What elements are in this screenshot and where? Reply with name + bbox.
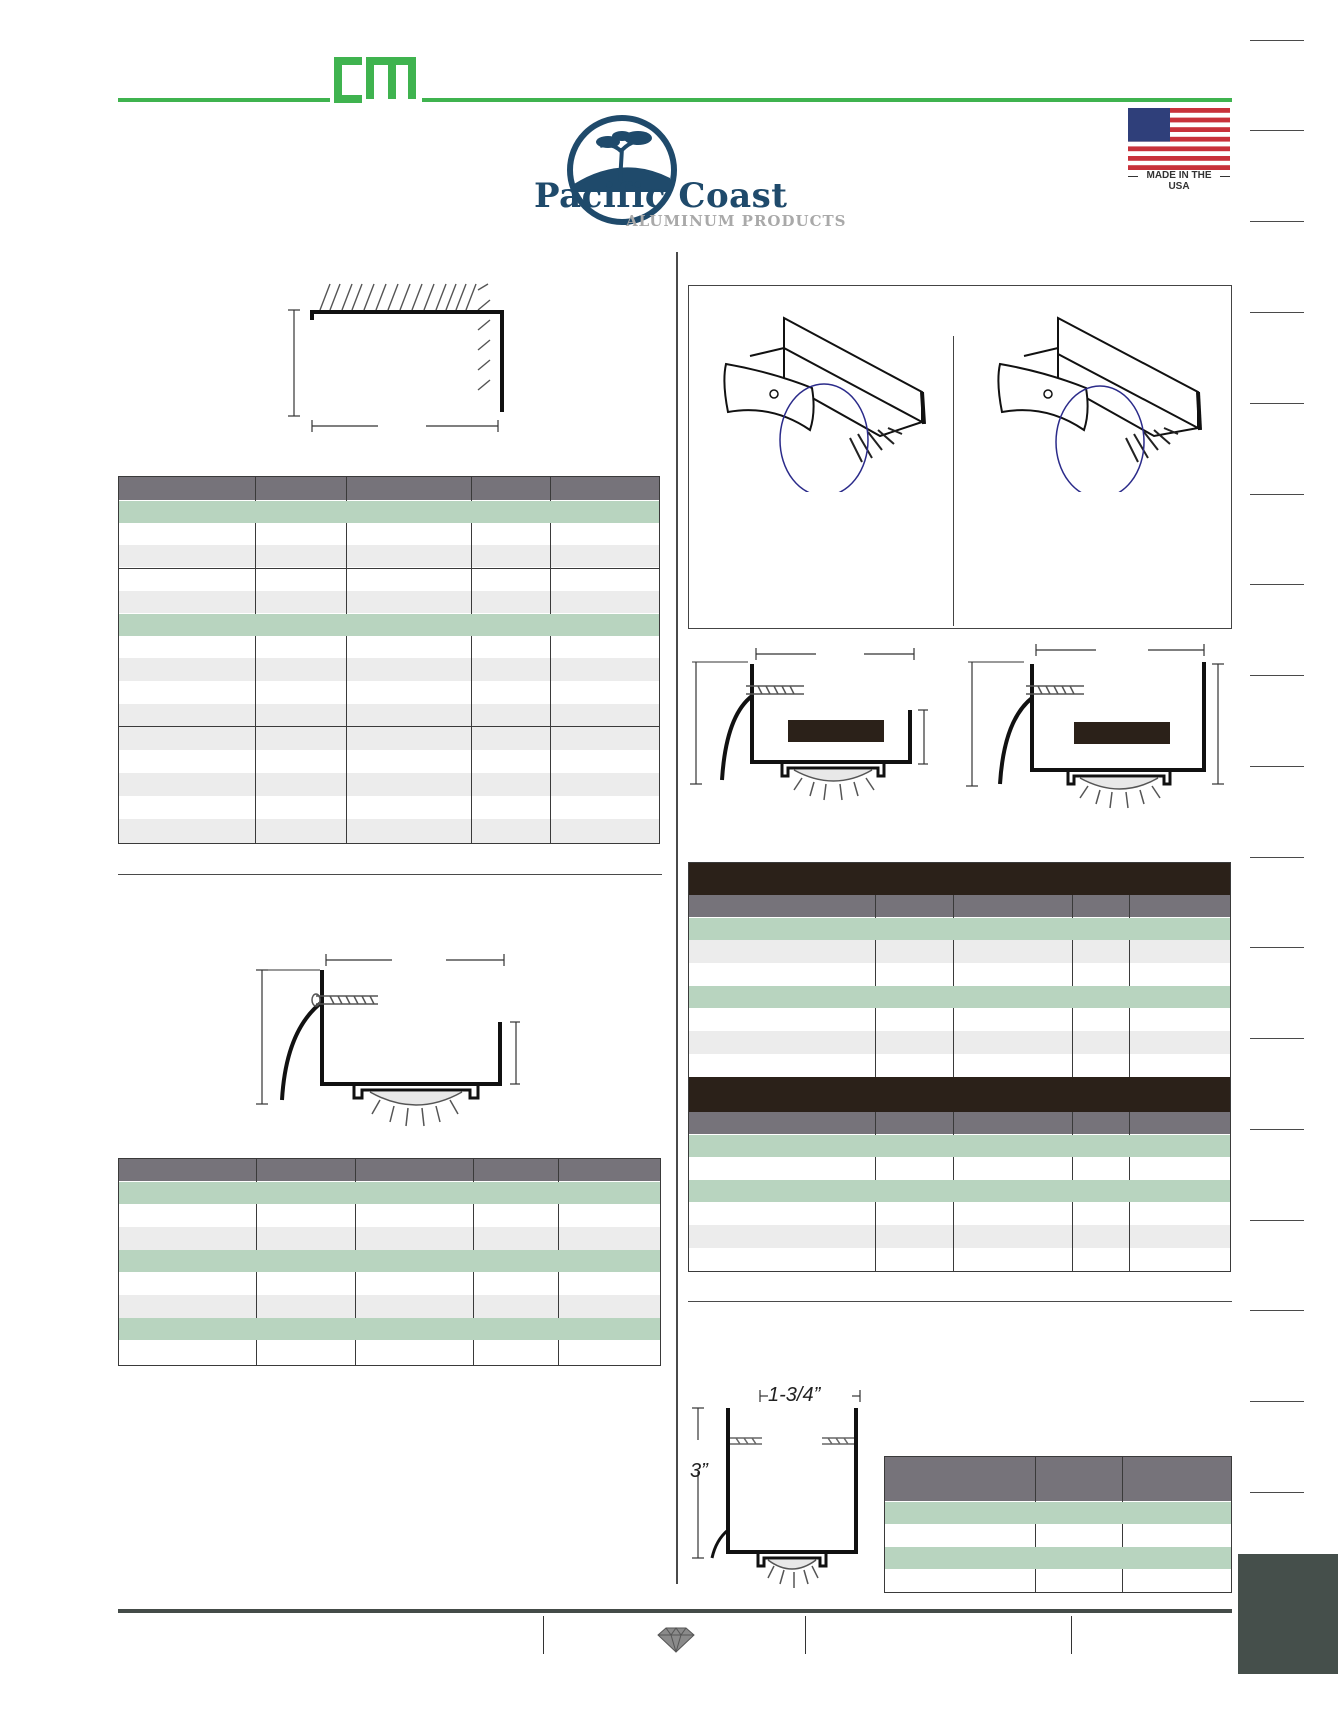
- header-rule-right: [422, 98, 1232, 102]
- index-tick: [1250, 857, 1304, 858]
- index-tick: [1250, 766, 1304, 767]
- spec-table-3: [688, 862, 1231, 1272]
- isometric-divider: [953, 336, 954, 626]
- usa-badge: MADE IN THE USA: [1146, 170, 1212, 192]
- index-tick: [1250, 584, 1304, 585]
- index-tick: [1250, 1401, 1304, 1402]
- index-tick: [1250, 1310, 1304, 1311]
- cross-section-right: [964, 640, 1224, 810]
- side-section-tab[interactable]: [1238, 1554, 1338, 1674]
- footer-rule: [118, 1609, 1232, 1613]
- channel-drawing: [688, 1380, 868, 1594]
- index-tick: [1250, 947, 1304, 948]
- usa-badge-rule-right: [1220, 176, 1230, 177]
- cm-logo: [334, 55, 418, 105]
- isometric-view-left: [712, 312, 932, 492]
- us-flag-icon: [1128, 108, 1230, 170]
- spec-table-4: [884, 1456, 1232, 1593]
- index-tick: [1250, 40, 1304, 41]
- section-rule-right: [688, 1301, 1232, 1302]
- diamond-icon: [656, 1627, 696, 1653]
- index-tick: [1250, 221, 1304, 222]
- index-tick: [1250, 1038, 1304, 1039]
- spec-table-2: [118, 1158, 661, 1366]
- footer-divider: [543, 1616, 544, 1654]
- dimension-width-label: 1-3/4”: [768, 1384, 821, 1406]
- index-tick: [1250, 1129, 1304, 1130]
- profile-drawing-angle: [280, 280, 520, 440]
- profile-drawing-sweep: [250, 950, 520, 1130]
- index-tick: [1250, 312, 1304, 313]
- column-divider: [676, 252, 678, 1584]
- spec-table-1: [118, 476, 660, 844]
- header-rule-left: [118, 98, 330, 102]
- index-tick: [1250, 1220, 1304, 1221]
- footer-divider: [805, 1616, 806, 1654]
- index-tick: [1250, 1492, 1304, 1493]
- company-name: Pacific Coast: [534, 176, 788, 216]
- index-tick: [1250, 494, 1304, 495]
- isometric-view-right: [986, 312, 1206, 492]
- index-tick: [1250, 403, 1304, 404]
- footer-divider: [1071, 1616, 1072, 1654]
- index-tick: [1250, 675, 1304, 676]
- dimension-height-label: 3”: [690, 1460, 708, 1482]
- usa-badge-rule-left: [1128, 176, 1138, 177]
- company-subtitle: ALUMINUM PRODUCTS: [626, 212, 847, 230]
- section-rule-left-1: [118, 874, 662, 875]
- cross-section-left: [688, 640, 928, 810]
- index-tick: [1250, 130, 1304, 131]
